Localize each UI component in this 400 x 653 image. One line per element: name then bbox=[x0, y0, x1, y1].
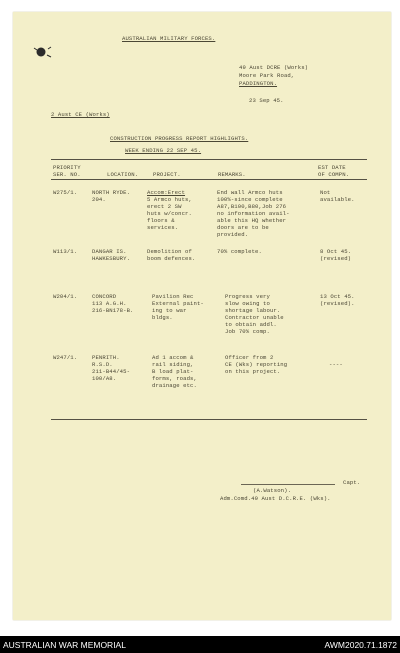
address-line-2: Moore Park Road, bbox=[239, 72, 295, 79]
row-remarks: no information avail- bbox=[217, 210, 290, 217]
row-project: rail siding, bbox=[152, 361, 194, 368]
row-remarks: to obtain addl. bbox=[225, 321, 277, 328]
row-ser: W204/1. bbox=[53, 293, 78, 300]
row-remarks: slow owing to bbox=[225, 300, 270, 307]
row-date: available. bbox=[320, 196, 355, 203]
signature-line bbox=[241, 484, 335, 485]
row-project: erect 2 SW bbox=[147, 203, 182, 210]
signature-name: (A.Watson). bbox=[253, 487, 292, 494]
row-project: forms, roads, bbox=[152, 375, 197, 382]
org-heading: AUSTRALIAN MILITARY FORCES. bbox=[122, 35, 216, 42]
row-date: 13 Oct 45. bbox=[320, 293, 355, 300]
row-remarks: End wall Armco huts bbox=[217, 189, 283, 196]
row-project: floors & bbox=[147, 217, 175, 224]
report-title: CONSTRUCTION PROGRESS REPORT HIGHLIGHTS. bbox=[110, 135, 249, 142]
row-ser: W247/1. bbox=[53, 354, 78, 361]
signature-rank: Capt. bbox=[343, 479, 361, 486]
row-project: drainage etc. bbox=[152, 382, 197, 389]
col-date-line2: OF COMPN. bbox=[318, 171, 350, 178]
row-location: PENRITH. bbox=[92, 354, 120, 361]
row-remarks: Officer from 2 bbox=[225, 354, 274, 361]
row-date: ---- bbox=[329, 361, 343, 368]
row-remarks: on this project. bbox=[225, 368, 281, 375]
row-location: 216-BN178-B. bbox=[92, 307, 134, 314]
row-remarks: Contractor unable bbox=[225, 314, 284, 321]
row-location: 113 A.G.H. bbox=[92, 300, 127, 307]
row-date: (revised). bbox=[320, 300, 355, 307]
row-remarks: shortage labour. bbox=[225, 307, 281, 314]
row-date: 8 Oct 45. bbox=[320, 248, 352, 255]
row-location: DANGAR IS. bbox=[92, 248, 127, 255]
row-project: Pavilion Rec bbox=[152, 293, 194, 300]
address-line-3: PADDINGTON. bbox=[239, 80, 278, 87]
col-remarks: REMARKS. bbox=[218, 171, 246, 178]
row-project: ing to war bbox=[152, 307, 187, 314]
document-date: 23 Sep 45. bbox=[249, 97, 284, 104]
row-project: Accom:Erect bbox=[147, 189, 186, 196]
signature-title: Adm.Comd.49 Aust D.C.R.E. (Wks). bbox=[220, 495, 331, 502]
address-line-1: 49 Aust DCRE (Works) bbox=[239, 64, 309, 71]
row-location: 204. bbox=[92, 196, 106, 203]
punch-hole-mark bbox=[32, 45, 54, 59]
row-project: boom defences. bbox=[147, 255, 196, 262]
week-ending-title: WEEK ENDING 22 SEP 45. bbox=[125, 147, 202, 154]
row-remarks: 100%-since complete bbox=[217, 196, 283, 203]
row-project: bldgs. bbox=[152, 314, 173, 321]
col-location: LOCATION. bbox=[107, 171, 139, 178]
row-project: huts w/concr. bbox=[147, 210, 192, 217]
row-location: NORTH RYDE. bbox=[92, 189, 131, 196]
row-project: services. bbox=[147, 224, 179, 231]
row-project: Demolition of bbox=[147, 248, 192, 255]
table-bottom-rule bbox=[51, 419, 367, 420]
table-top-rule bbox=[51, 159, 367, 160]
row-date: (revised) bbox=[320, 255, 352, 262]
row-project: External paint- bbox=[152, 300, 204, 307]
header-bottom-rule bbox=[51, 179, 367, 180]
row-location: HAWKESBURY. bbox=[92, 255, 131, 262]
col-priority-line1: PRIORITY bbox=[53, 164, 81, 171]
archive-name: AUSTRALIAN WAR MEMORIAL bbox=[3, 640, 126, 650]
row-project: 5 Armco huts, bbox=[147, 196, 192, 203]
row-remarks: 70% complete. bbox=[217, 248, 262, 255]
row-date: Not bbox=[320, 189, 331, 196]
row-remarks: A87,B100,B80,Job 276 bbox=[217, 203, 287, 210]
archive-footer-bar bbox=[0, 636, 400, 653]
recipient: 2 Aust CE (Works) bbox=[51, 111, 110, 118]
row-remarks: Job 70% comp. bbox=[225, 328, 270, 335]
col-priority-line2: SER. NO. bbox=[53, 171, 81, 178]
col-project: PROJECT. bbox=[153, 171, 181, 178]
row-location: 100/A8. bbox=[92, 375, 117, 382]
row-remarks: Progress very bbox=[225, 293, 270, 300]
row-remarks: provided. bbox=[217, 231, 249, 238]
archive-reference: AWM2020.71.1872 bbox=[324, 640, 397, 650]
row-location: 211-B44/45- bbox=[92, 368, 131, 375]
row-project: B load plat- bbox=[152, 368, 194, 375]
row-remarks: CE (Wks) reporting bbox=[225, 361, 288, 368]
col-date-line1: EST DATE bbox=[318, 164, 346, 171]
row-ser: W275/1. bbox=[53, 189, 78, 196]
row-remarks: able this HQ whether bbox=[217, 217, 287, 224]
row-remarks: doors are to be bbox=[217, 224, 269, 231]
row-location: CONCORD bbox=[92, 293, 117, 300]
row-location: R.S.D. bbox=[92, 361, 113, 368]
document-sheet bbox=[13, 12, 391, 620]
row-ser: W113/1. bbox=[53, 248, 78, 255]
row-project: Ad 1 accom & bbox=[152, 354, 194, 361]
